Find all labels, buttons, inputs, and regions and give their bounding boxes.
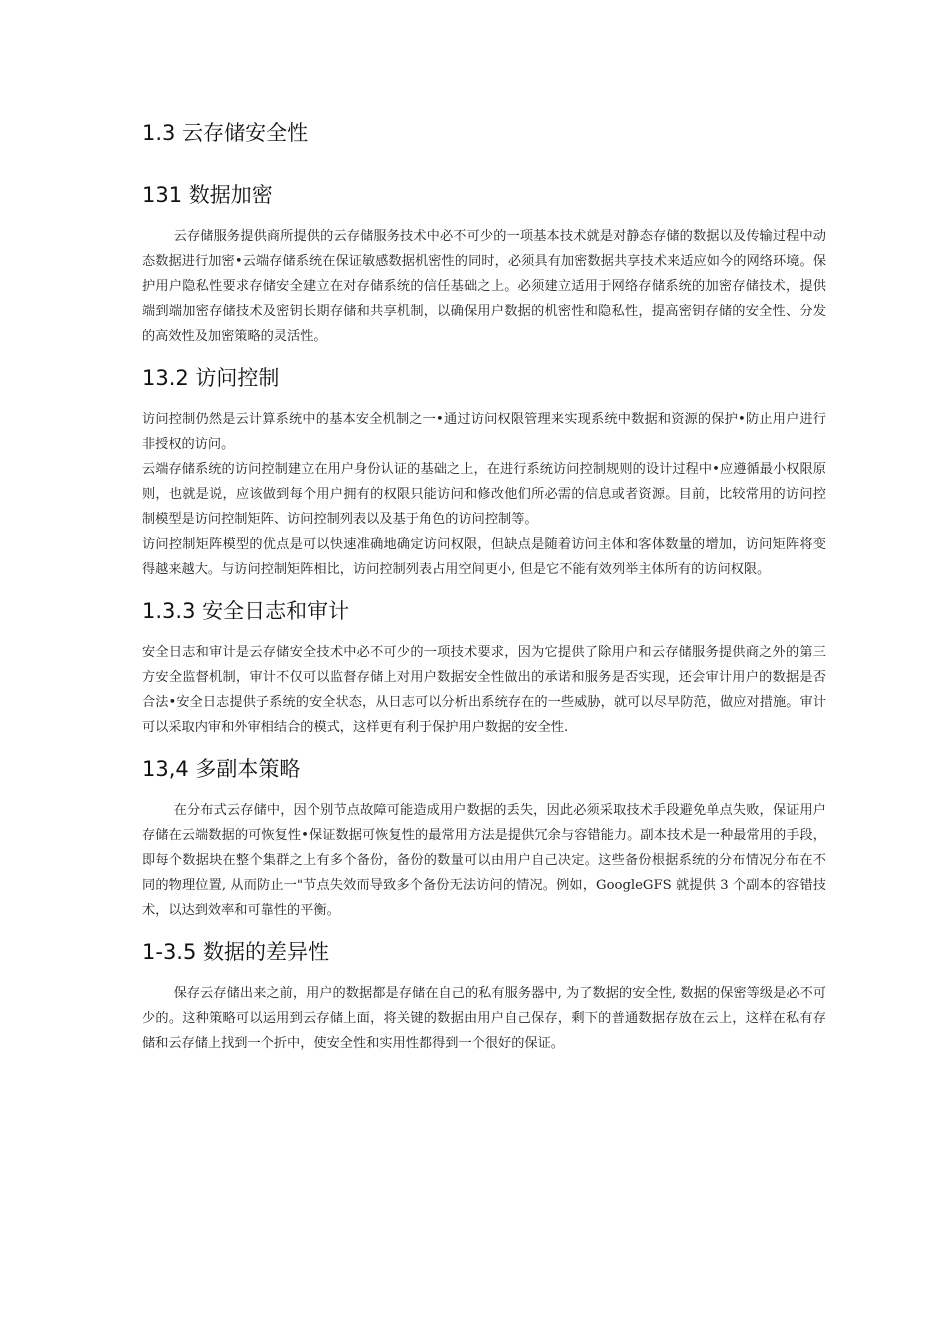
section-heading-cloud-storage-security: 1.3 云存储安全性 — [142, 121, 309, 145]
paragraph-access-control-3: 访问控制矩阵模型的优点是可以快速准确地确定访问权限，但缺点是随着访问主体和客体数量的增加，访问矩阵将变得越来越大。与访问控制矩阵相比，访问控制列表占用空间更小, 但是它不能有效列举主体所有的访问权限。 — [142, 537, 826, 577]
section-heading-data-encryption: 131 数据加密 — [142, 183, 273, 207]
document-page — [142, 118, 826, 1056]
paragraph-data-encryption: 云存储服务提供商所提供的云存储服务技术中必不可少的一项基本技术就是对静态存储的数据以及传输过程中动态数据进行加密•云端存储系统在保证敏感数据机密性的同时，必须具有加密数据共享技术来适应如今的网络环境。保护用户隐私性要求存储安全建立在对存储系统的信任基础之上。必须建立适用于网络存储系统的加密存储技术，提供端到端加密存储技术及密钥长期存储和共享机制，以确保用户数据的机密性和隐私性，提高密钥存储的安全性、分发的高效性及加密策略的灵活性。 — [142, 229, 826, 344]
section-heading-security-log-audit: 1.3.3 安全日志和审计 — [142, 599, 350, 623]
paragraph-access-control-1: 访问控制仍然是云计算系统中的基本安全机制之一•通过访问权限管理来实现系统中数据和资源的保护•防止用户进行非授权的访问。 — [142, 412, 826, 452]
paragraph-access-control-2: 云端存储系统的访问控制建立在用户身份认证的基础之上，在进行系统访问控制规则的设计过程中•应遵循最小权限原则，也就是说，应该做到每个用户拥有的权限只能访问和修改他们所必需的信息或者资源。目前，比较常用的访问控制模型是访问控制矩阵、访问控制列表以及基于角色的访问控制等。 — [142, 462, 826, 527]
paragraph-security-log-audit: 安全日志和审计是云存储安全技术中必不可少的一项技术要求，因为它提供了除用户和云存储服务提供商之外的第三方安全监督机制，审计不仅可以监督存储上对用户数据安全性做出的承诺和服务是否实现，还会审计用户的数据是否合法•安全日志提供子系统的安全状态，从日志可以分析出系统存在的一些威胁，就可以尽早防范，做应对措施。审计可以采取内审和外审相结合的模式，这样更有利于保护用户数据的安全性. — [142, 645, 826, 735]
paragraph-multi-replica: 在分布式云存储中，因个别节点故障可能造成用户数据的丢失，因此必须采取技术手段避免单点失败，保证用户存储在云端数据的可恢复性•保证数据可恢复性的最常用方法是提供冗余与容错能力。副本技术是一种最常用的手段，即每个数据块在整个集群之上有多个备份，备份的数量可以由用户自己决定。这些备份根据系统的分布情况分布在不同的物理位置, 从而防止一"节点失效而导致多个备份无法访问的情况。例如，GoogleGFS 就提供 3 个副本的容错技术，以达到效率和可靠性的平衡。 — [142, 803, 826, 918]
section-heading-data-difference: 1-3.5 数据的差异性 — [142, 940, 330, 964]
section-heading-access-control: 13.2 访问控制 — [142, 366, 280, 390]
section-heading-multi-replica: 13,4 多副本策略 — [142, 757, 301, 781]
paragraph-data-difference: 保存云存储出来之前，用户的数据都是存储在自己的私有服务器中, 为了数据的安全性, 数据的保密等级是必不可少的。这种策略可以运用到云存储上面，将关键的数据由用户自己保存，剩下的普通数据存放在云上，这样在私有存储和云存储上找到一个折中，使安全性和实用性都得到一个很好的保证。 — [142, 986, 826, 1051]
